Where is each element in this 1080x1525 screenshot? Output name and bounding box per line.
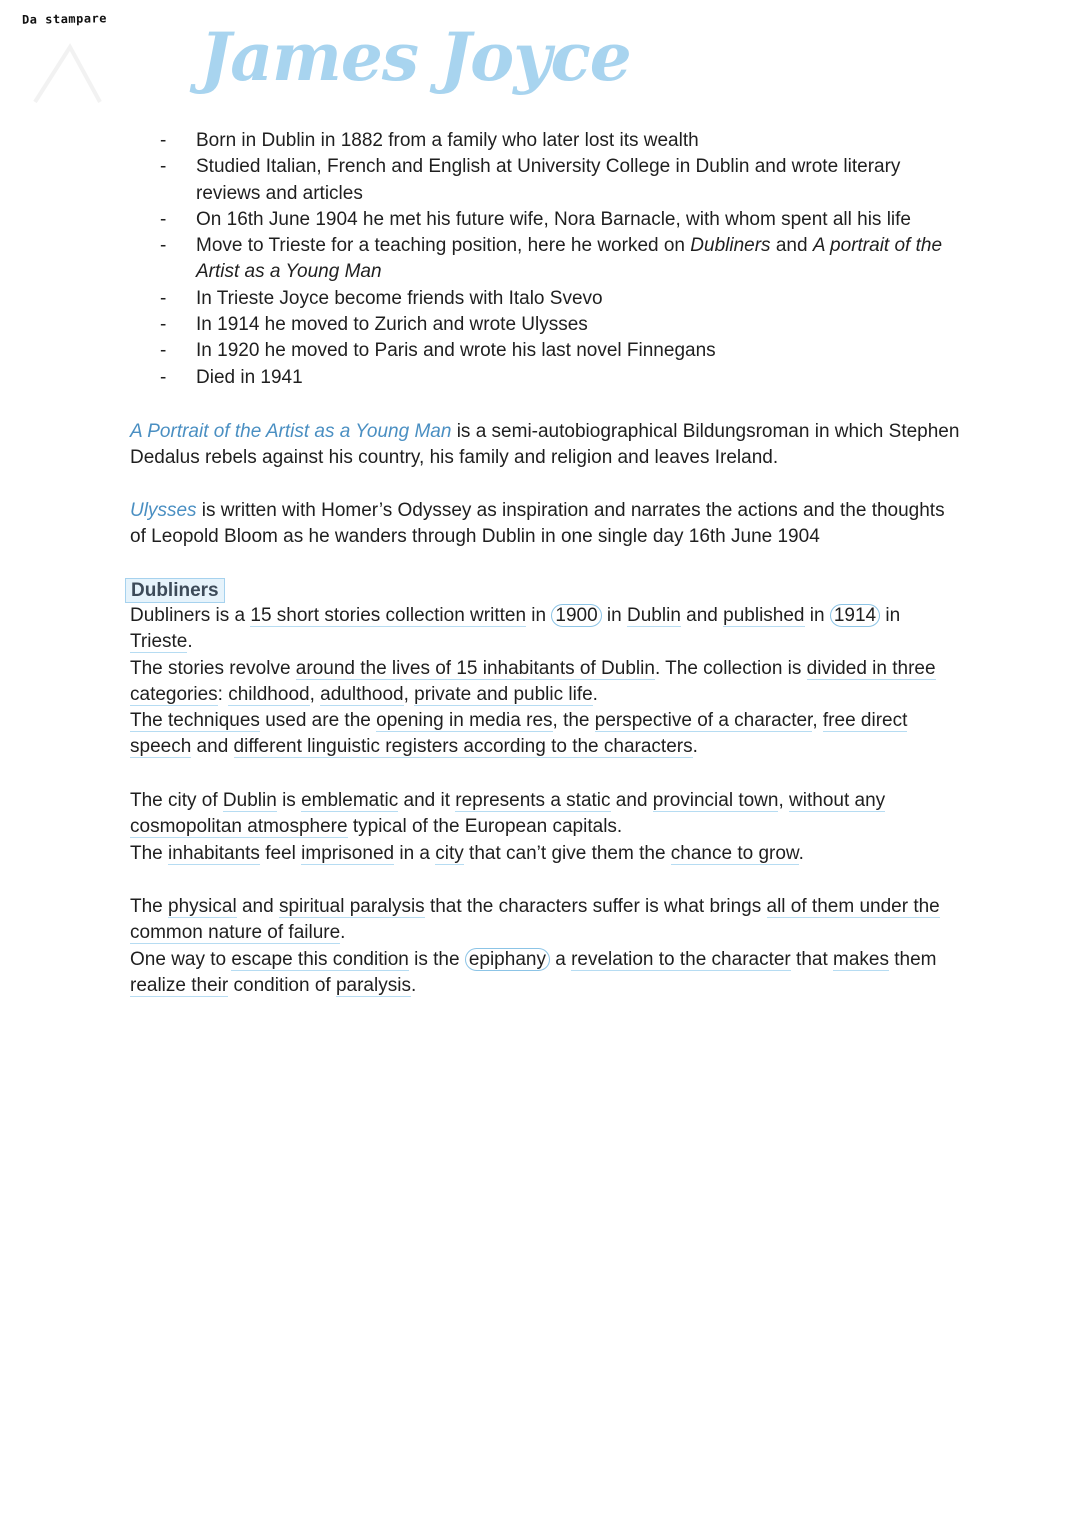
dubliners-paragraph: Dubliners is a 15 short stories collection written in 1900 in Dublin and published in 1914 in Trieste. The stories revolve around the lives of 15 inhabitants of Dublin. The collection is divided in three categories: childhood, adulthood, private and public life. The techniques used are the opening in media res, the perspective of a character, free direct speech and different linguistic registers according to the characters. — [130, 605, 936, 758]
list-item: - On 16th June 1904 he met his future wife, Nora Barnacle, with whom spent all his life — [160, 208, 911, 230]
bio-item-text: Move to Trieste for a teaching position, here he worked on Dubliners and A portrait of the Artist as a Young Man — [196, 235, 943, 283]
ulysses-paragraph: Ulysses is written with Homer’s Odyssey as inspiration and narrates the actions and the thoughts of Leopold Bloom as he wanders through Dublin in one single day 16th June 1904 — [130, 500, 945, 548]
list-item: - Studied Italian, French and English at University College in Dublin and wrote literary reviews and articles — [160, 156, 901, 204]
bio-item-text: Died in 1941 — [196, 366, 303, 388]
list-item: - In 1914 he moved to Zurich and wrote Ulysses — [160, 314, 588, 336]
bio-item-text: On 16th June 1904 he met his future wife, Nora Barnacle, with whom spent all his life — [196, 208, 911, 230]
bio-item-text: Born in Dublin in 1882 from a family who later lost its wealth — [196, 130, 699, 151]
section-heading: Dubliners — [125, 578, 225, 603]
list-item: - In Trieste Joyce become friends with Italo Svevo — [160, 287, 603, 309]
dublin-city-paragraph: The city of Dublin is emblematic and it represents a static and provincial town, without any cosmopolitan atmosphere typical of the European capitals. The inhabitants feel imprisoned in a city that can’t give them the chance to grow. — [130, 790, 886, 864]
list-item: - Born in Dublin in 1882 from a family who later lost its wealth — [160, 130, 699, 151]
list-item: - In 1920 he moved to Paris and wrote his last novel Finnegans — [160, 340, 716, 362]
paralysis-paragraph: The physical and spiritual paralysis that the characters suffer is what brings all of them under the common nature of failure. One way to escape this condition is the epiphany a revelation to the character that makes them realize their condition of paralysis. — [130, 896, 940, 996]
biography-list — [160, 128, 960, 391]
bio-item-text: Studied Italian, French and English at University College in Dublin and wrote literary reviews and articles — [196, 156, 901, 204]
page-title: James Joyce — [200, 18, 631, 96]
bio-item-text: In 1914 he moved to Zurich and wrote Ulysses — [196, 314, 588, 336]
list-item: - Died in 1941 — [160, 366, 303, 388]
ulysses-title: Ulysses — [130, 500, 197, 521]
portrait-paragraph: A Portrait of the Artist as a Young Man is a semi-autobiographical Bildungsroman in which Stephen Dedalus rebels against his country, his family and religion and leaves Ireland. — [130, 421, 960, 469]
faint-mark-icon — [30, 42, 110, 112]
list-item: - Move to Trieste for a teaching position, here he worked on Dubliners and A portrait of the Artist as a Young Man — [160, 235, 943, 283]
corner-note: Da stampare — [21, 11, 108, 27]
portrait-title: A Portrait of the Artist as a Young Man — [130, 421, 452, 442]
bio-item-text: In 1920 he moved to Paris and wrote his last novel Finnegans — [196, 340, 716, 362]
bio-item-text: In Trieste Joyce become friends with Italo Svevo — [196, 287, 603, 309]
